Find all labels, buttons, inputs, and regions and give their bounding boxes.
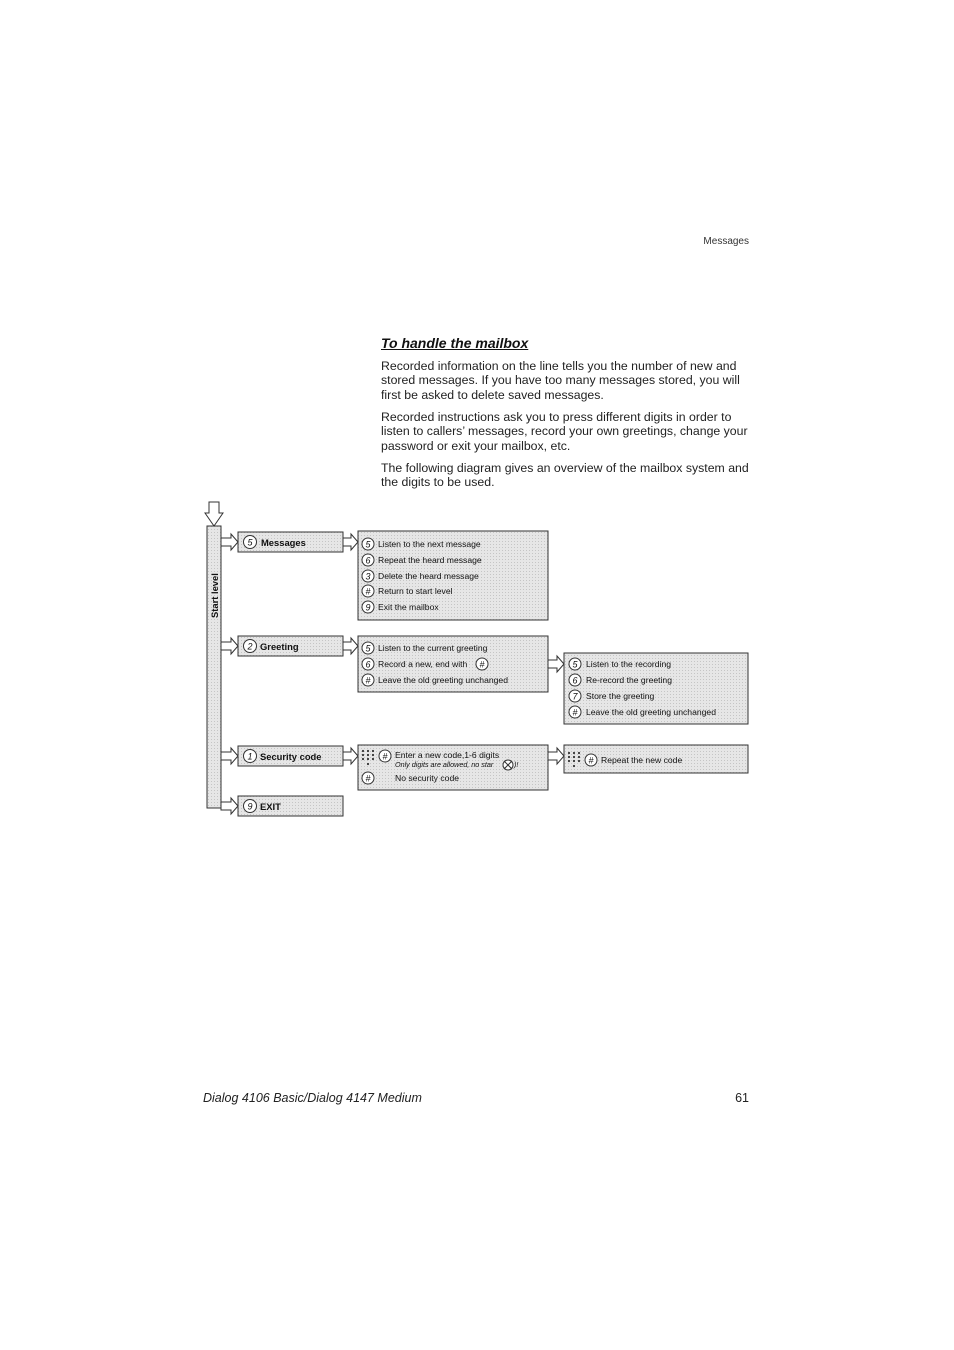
option-key: 6 (572, 675, 578, 686)
messages-option (362, 538, 481, 550)
option-end-key: # (479, 659, 485, 670)
option-text: Repeat the heard message (378, 555, 482, 565)
arrow-greeting-options (343, 638, 358, 654)
arrow-security-options (343, 748, 358, 764)
menu-security-code (238, 746, 343, 766)
option-text: Listen to the next message (378, 539, 481, 549)
record-option (569, 706, 716, 718)
option-text: Delete the heard message (378, 571, 479, 581)
menu-security-label: Security code (260, 751, 322, 762)
option-text: Leave the old greeting unchanged (586, 707, 716, 717)
menu-greeting (238, 636, 343, 656)
arrow-messages-options (343, 534, 358, 550)
security-enter-key: # (382, 751, 388, 762)
option-key: 6 (365, 555, 371, 566)
option-text: Store the greeting (586, 691, 655, 701)
star-key-icon (503, 760, 513, 770)
messages-option (362, 554, 482, 566)
menu-greeting-key: 2 (247, 641, 253, 652)
option-text: Record a new, end with (378, 659, 468, 669)
option-key: 6 (365, 659, 371, 670)
footer-title: Dialog 4106 Basic/Dialog 4147 Medium (203, 1091, 422, 1105)
start-level-bar (207, 526, 221, 808)
option-key: 5 (365, 539, 371, 550)
security-enter-text: Enter a new code,1-6 digits (395, 750, 500, 760)
option-text: Exit the mailbox (378, 602, 439, 612)
option-text: Leave the old greeting unchanged (378, 675, 508, 685)
paragraph-diagram-intro: The following diagram gives an overview of the mailbox system and the digits to be used. (381, 461, 749, 490)
paragraph-intro: Recorded information on the line tells you the number of new and stored messages. If you have too many messages stored, you will first be asked to delete saved messages. (381, 359, 740, 402)
option-text: Return to start level (378, 586, 453, 596)
option-key: # (572, 707, 578, 718)
option-text: Re-record the greeting (586, 675, 672, 685)
menu-greeting-label: Greeting (260, 641, 299, 652)
arrow-record-options (548, 656, 564, 672)
security-none-text: No security code (395, 773, 460, 783)
security-note: Only digits are allowed, no star (395, 760, 494, 769)
section-title: To handle the mailbox (381, 335, 529, 351)
branch-arrow-exit (221, 798, 238, 814)
menu-messages-label: Messages (261, 537, 306, 548)
option-key: 9 (365, 602, 371, 613)
menu-exit (238, 796, 343, 816)
option-key: 7 (572, 691, 578, 702)
paragraph-instructions: Recorded instructions ask you to press different digits in order to listen to callers’ messages, record your own greetings, change your password or exit your mailbox, etc. (381, 410, 748, 453)
menu-messages (238, 532, 343, 552)
option-key: # (365, 675, 371, 686)
start-level-label: Start level (209, 573, 220, 618)
running-header: Messages (703, 236, 749, 247)
option-key: # (365, 586, 371, 597)
branch-arrow-security (221, 748, 238, 764)
option-text: Listen to the current greeting (378, 643, 488, 653)
security-none-key: # (365, 773, 371, 784)
branch-arrow-greeting (221, 638, 238, 654)
menu-exit-key: 9 (247, 801, 253, 812)
messages-option (362, 570, 479, 582)
repeat-code-text: Repeat the new code (601, 755, 683, 765)
branch-arrow-messages (221, 534, 238, 550)
option-key: 5 (365, 643, 371, 654)
arrow-repeat-code (548, 748, 564, 764)
entry-arrow (205, 502, 223, 526)
menu-security-key: 1 (247, 751, 253, 762)
menu-messages-key: 5 (247, 537, 253, 548)
option-key: 5 (572, 659, 578, 670)
greeting-option (362, 674, 508, 686)
menu-exit-label: EXIT (260, 801, 281, 812)
option-text: Listen to the recording (586, 659, 672, 669)
greeting-option (362, 642, 488, 654)
security-note-suffix: )! (514, 760, 519, 769)
page-number: 61 (735, 1091, 749, 1105)
option-key: 3 (365, 571, 371, 582)
repeat-code-key: # (588, 755, 594, 766)
